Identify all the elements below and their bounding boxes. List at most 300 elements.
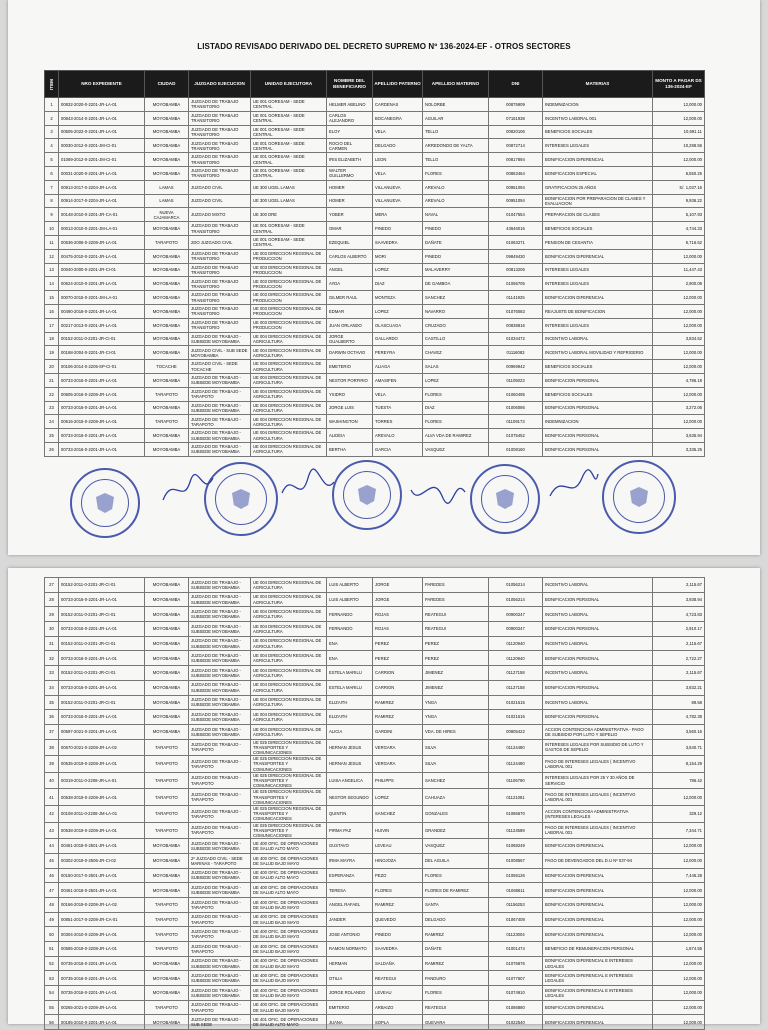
cell-expediente: 00585-2019-0-2208-JR-LA-01	[59, 942, 145, 957]
cell-expediente: 00152-2011-0-2201-JR-CI-01	[59, 666, 145, 681]
table-row	[45, 249, 705, 263]
cell-item: 7	[45, 180, 59, 194]
table-row	[45, 401, 705, 415]
cell-ciudad: MOYOBAMBA	[145, 111, 189, 125]
cell-apellido-paterno: AMASIFEN	[373, 373, 423, 387]
cell-expediente: 00843-2014-0-2201-JR-LA-01	[59, 111, 145, 125]
cell-materias: BONIFICACION ESPECIAL	[543, 166, 653, 180]
cell-expediente: 00851-2017-0-2208-JR-CA-01	[59, 912, 145, 927]
cell-apellido-paterno: OLASCUAGA	[373, 318, 423, 332]
cell-monto: 4,744.33	[653, 222, 705, 236]
cell-expediente: 00185-2010-0-2201-JR-LA-01	[59, 1015, 145, 1030]
cell-materias: BONIFICACION DIFERENCIAL	[543, 249, 653, 263]
cell-expediente: 00475-2010-0-2201-JR-LA-01	[59, 249, 145, 263]
cell-item: 22	[45, 387, 59, 401]
cell-dni: 00900247	[489, 622, 543, 637]
table-row	[45, 986, 705, 1001]
cell-materias: INDEMNIZACION	[543, 415, 653, 429]
cell-expediente: 00040-2000-0-2201-JR-CI-01	[59, 263, 145, 277]
cell-expediente: 00733-2016-0-2201-JR-LA-01	[59, 401, 145, 415]
table-row	[45, 415, 705, 429]
cell-expediente: 00152-2011-0-2201-JR-CI-01	[59, 636, 145, 651]
cell-juzgado: JUZGADO DE TRABAJO - SUBSEDE MOYOBAMBA	[189, 651, 251, 666]
cell-monto: 12,000.00	[653, 360, 705, 374]
cell-expediente: 00597-2021-0-2201-JR-LA-01	[59, 724, 145, 739]
cell-apellido-paterno: SAAVEDRA	[373, 942, 423, 957]
table-row	[45, 839, 705, 854]
cell-monto: 12,000.00	[653, 986, 705, 1001]
cell-apellido-materno: REATEGUI	[423, 1000, 489, 1015]
table-row	[45, 387, 705, 401]
cell-item: 3	[45, 125, 59, 139]
cell-apellido-materno: GRANDEZ	[423, 822, 489, 839]
cell-materias: ACCION CONTENCIOSA ADMINISTRATIVA - PAGO DE SUBSIDIO POR LUTO Y SEPELIO	[543, 724, 653, 739]
cell-expediente: 00735-2016-0-2201-JR-LA-01	[59, 971, 145, 986]
cell-dni: 01123004	[489, 927, 543, 942]
cell-unidad: UE 401 OFIC. DE OPERACIONES DE SALUD ALTO MAYO	[251, 1015, 327, 1030]
cell-nombre: ENA	[327, 651, 373, 666]
cell-juzgado: JUZGADO DE TRABAJO - SUBSEDE MOYOBAMBA	[189, 724, 251, 739]
cell-materias: BONIFICACION DIFERENCIAL E INTERESES LEGALES	[543, 986, 653, 1001]
cell-item: 35	[45, 695, 59, 710]
cell-dni: 01077607	[489, 971, 543, 986]
cell-item: 31	[45, 636, 59, 651]
cell-materias: BONIFICACION DIFERENCIAL	[543, 868, 653, 883]
cell-juzgado: JUZGADO DE TRABAJO - TARAPOTO	[189, 912, 251, 927]
cell-ciudad: TARAPOTO	[145, 235, 189, 249]
cell-nombre: DARWIN OCTAVIO	[327, 346, 373, 360]
cell-monto: 12,000.00	[653, 387, 705, 401]
cell-monto: 786.42	[653, 772, 705, 789]
cell-nombre: ESTELA MARILU	[327, 666, 373, 681]
cell-monto: 3,335.25	[653, 442, 705, 456]
cell-apellido-materno: TELLO	[423, 125, 489, 139]
cell-ciudad: MOYOBAMBA	[145, 695, 189, 710]
cell-juzgado: JUZGADO DE TRABAJO - SUBSEDE MOYOBAMBA	[189, 710, 251, 725]
cell-monto: 12,000.00	[653, 318, 705, 332]
cell-monto: 329.12	[653, 806, 705, 823]
cell-nombre: TERESA	[327, 883, 373, 898]
cell-juzgado: JUZGADO DE TRABAJO - SUBSEDE MOYOBAMBA	[189, 636, 251, 651]
cell-apellido-paterno: SALDAÑA	[373, 956, 423, 971]
cell-monto: 12,000.00	[653, 346, 705, 360]
cell-nombre: IRIS ELIZABETH	[327, 153, 373, 167]
cell-expediente: 00152-2011-0-2201-JR-CI-01	[59, 578, 145, 593]
cell-juzgado: JUZGADO DE TRABAJO - TARAPOTO	[189, 415, 251, 429]
cell-item: 23	[45, 401, 59, 415]
cell-materias: BENEFICIOS SOCIALES	[543, 387, 653, 401]
cell-apellido-materno: CHAVEZ	[423, 346, 489, 360]
cell-expediente: 00070-2015-0-2201-JM-LA-01	[59, 291, 145, 305]
cell-item: 50	[45, 927, 59, 942]
table-row	[45, 868, 705, 883]
cell-dni: 01141925	[489, 291, 543, 305]
cell-unidad: UE 025 DIRECCION REGIONAL DE TRANSPORTES Y COMUNICACIONES	[251, 822, 327, 839]
cell-expediente: 00733-2016-0-2201-JR-LA-01	[59, 680, 145, 695]
cell-unidad: UE 004 DIRECCION REGIONAL DE AGRICULTURA	[251, 360, 327, 374]
cell-monto: 3,640.71	[653, 739, 705, 756]
cell-monto: 12,000.00	[653, 897, 705, 912]
cell-nombre: ROCIO DEL CARMEN	[327, 139, 373, 153]
col-header-monto: MONTO A PAGAR DS 136-2024-EF	[653, 71, 705, 98]
cell-expediente: 00150-2017-0-2501-JR-LA-01	[59, 868, 145, 883]
cell-materias: INCENTIVO LABORAL	[543, 636, 653, 651]
cell-nombre: HELMER ABELINO	[327, 98, 373, 112]
cell-juzgado: JUZGADO DE TRABAJO - SUBSEDE MOYOBAMBA	[189, 971, 251, 986]
cell-apellido-materno: VDA. DE HIRES	[423, 724, 489, 739]
cell-expediente: 00505-2022-0-2201-JR-LA-01	[59, 125, 145, 139]
cell-nombre: ELOY	[327, 125, 373, 139]
cell-dni: 01116083	[489, 346, 543, 360]
table-row	[45, 772, 705, 789]
cell-nombre: EDMAR	[327, 304, 373, 318]
cell-juzgado: JUZGADO DE TRABAJO - TARAPOTO	[189, 1000, 251, 1015]
cell-dni: 01006086	[489, 401, 543, 415]
cell-item: 29	[45, 607, 59, 622]
cell-juzgado: JUZGADO DE TRABAJO - SUBSEDE MOYOBAMBA	[189, 442, 251, 456]
cell-monto: 89.58	[653, 695, 705, 710]
cell-apellido-paterno: CARRION	[373, 680, 423, 695]
cell-apellido-paterno: GARDINI	[373, 724, 423, 739]
cell-monto: 4,723.83	[653, 607, 705, 622]
table-row	[45, 710, 705, 725]
cell-juzgado: JUZGADO DE TRABAJO - SUBSEDE MOYOBAMBA	[189, 868, 251, 883]
cell-apellido-paterno: ROJAS	[373, 622, 423, 637]
cell-item: 48	[45, 897, 59, 912]
cell-unidad: UE 004 DIRECCION REGIONAL DE AGRICULTURA	[251, 442, 327, 456]
cell-materias: PENSION DE CESANTIA	[543, 235, 653, 249]
cell-apellido-paterno: PEREZ	[373, 651, 423, 666]
col-header-expediente: NRO EXPEDIENTE	[59, 71, 145, 98]
cell-item: 26	[45, 442, 59, 456]
cell-item: 19	[45, 346, 59, 360]
cell-materias: BONIFICACION DIFERENCIAL	[543, 1000, 653, 1015]
cell-monto: 12,000.00	[653, 839, 705, 854]
cell-apellido-materno: FLORES	[423, 868, 489, 883]
cell-ciudad: MOYOBAMBA	[145, 986, 189, 1001]
cell-unidad: UE 300 UGEL LAMAS	[251, 194, 327, 208]
cell-item: 36	[45, 710, 59, 725]
cell-materias: INTERESES LEGALES POR SUBSIDIO DE LUTO Y GASTOS DE SEPELIO	[543, 739, 653, 756]
cell-juzgado: JUZGADO DE TRABAJO - TARAPOTO	[189, 927, 251, 942]
cell-nombre: CARLOS ALBERTO	[327, 249, 373, 263]
table-row	[45, 208, 705, 222]
cell-monto: 7,344.71	[653, 822, 705, 839]
cell-expediente: 00735-2016-0-2201-JR-LA-01	[59, 986, 145, 1001]
cell-apellido-materno: SANCHEZ	[423, 291, 489, 305]
cell-apellido-paterno: AREVALO	[373, 429, 423, 443]
cell-item: 14	[45, 277, 59, 291]
cell-unidad: UE 003 DIRECCION REGIONAL DE PRODUCCION	[251, 277, 327, 291]
cell-nombre: HOMER	[327, 194, 373, 208]
table-row	[45, 139, 705, 153]
cell-dni: 01105023	[489, 373, 543, 387]
cell-item: 2	[45, 111, 59, 125]
cell-apellido-paterno: VERGARA	[373, 739, 423, 756]
cell-ciudad: MOYOBAMBA	[145, 622, 189, 637]
cell-apellido-paterno: LEVEAU	[373, 839, 423, 854]
cell-expediente: 00913-2017-0-2204-JR-LA-01	[59, 180, 145, 194]
cell-unidad: UE 004 DIRECCION REGIONAL DE AGRICULTURA	[251, 636, 327, 651]
cell-materias: BONIFICACION PERSONAL	[543, 651, 653, 666]
cell-nombre: JOSE ANTONIO	[327, 927, 373, 942]
beneficiaries-table-page-1	[44, 70, 705, 457]
cell-unidad: UE 400 OFIC. DE OPERACIONES DE SALUD BAJO MAYO	[251, 956, 327, 971]
cell-dni: 01124480	[489, 739, 543, 756]
cell-apellido-materno: SALAS	[423, 360, 489, 374]
cell-item: 45	[45, 853, 59, 868]
cell-monto: 12,000.00	[653, 1015, 705, 1030]
cell-dni: 01034472	[489, 332, 543, 346]
cell-apellido-materno: DAÑATE	[423, 942, 489, 957]
cell-apellido-materno: REATEGUI	[423, 607, 489, 622]
cell-materias: PREPARACION DE CLASES	[543, 208, 653, 222]
cell-nombre: LUISA ANGELICA	[327, 772, 373, 789]
cell-unidad: UE 004 DIRECCION REGIONAL DE AGRICULTURA	[251, 578, 327, 593]
cell-nombre: EMITERIO	[327, 1000, 373, 1015]
cell-ciudad: MOYOBAMBA	[145, 332, 189, 346]
cell-nombre: OTILIA	[327, 971, 373, 986]
cell-apellido-paterno: LOPEZ	[373, 304, 423, 318]
cell-apellido-paterno: PHILIPPS	[373, 772, 423, 789]
cell-unidad: UE 004 DIRECCION REGIONAL DE AGRICULTURA	[251, 695, 327, 710]
cell-materias: INTERESES LEGALES	[543, 139, 653, 153]
cell-apellido-materno: PEREZ	[423, 651, 489, 666]
cell-unidad: UE 004 DIRECCION REGIONAL DE AGRICULTURA	[251, 387, 327, 401]
cell-nombre: JORGE GUALBERTO	[327, 332, 373, 346]
cell-apellido-paterno: HINOJOZA	[373, 853, 423, 868]
cell-unidad: UE 004 DIRECCION REGIONAL DE AGRICULTURA	[251, 666, 327, 681]
cell-nombre: JUANA	[327, 1015, 373, 1030]
cell-ciudad: TARAPOTO	[145, 822, 189, 839]
cell-juzgado: JUZGADO DE TRABAJO - SUBSEDE MOYOBAMBA	[189, 592, 251, 607]
cell-ciudad: TARAPOTO	[145, 387, 189, 401]
cell-apellido-paterno: LEON	[373, 153, 423, 167]
cell-apellido-paterno: SOPLA	[373, 1015, 423, 1030]
cell-juzgado: JUZGADO DE TRABAJO - TARAPOTO	[189, 756, 251, 773]
cell-dni: 01056214	[489, 592, 543, 607]
cell-item: 6	[45, 166, 59, 180]
cell-unidad: UE 025 DIRECCION REGIONAL DE TRANSPORTES Y COMUNICACIONES	[251, 756, 327, 773]
cell-unidad: UE 004 DIRECCION REGIONAL DE AGRICULTURA	[251, 415, 327, 429]
cell-dni: 01156253	[489, 897, 543, 912]
cell-ciudad: MOYOBAMBA	[145, 651, 189, 666]
cell-monto: 6,550.25	[653, 166, 705, 180]
cell-materias: PAGO DE INTERESES LEGALES ( INCENTIVO LABORAL 001	[543, 822, 653, 839]
cell-apellido-paterno: FLORES	[373, 883, 423, 898]
cell-apellido-materno: REATEGUI	[423, 622, 489, 637]
cell-nombre: ESTELA MARILU	[327, 680, 373, 695]
cell-monto: 12,000.00	[653, 111, 705, 125]
cell-apellido-materno: YNGA	[423, 710, 489, 725]
col-header-dni: DNI	[489, 71, 543, 98]
cell-materias: BONIFICACION PERSONAL	[543, 680, 653, 695]
cell-nombre: RAMON NORMATO	[327, 942, 373, 957]
cell-monto: 2,115.67	[653, 636, 705, 651]
cell-ciudad: MOYOBAMBA	[145, 277, 189, 291]
cell-dni: 01121081	[489, 789, 543, 806]
cell-monto: 2,910.17	[653, 622, 705, 637]
table-row	[45, 789, 705, 806]
cell-apellido-paterno: CARDENAS	[373, 98, 423, 112]
cell-apellido-materno: GONZALES	[423, 806, 489, 823]
cell-dni: 01120940	[489, 636, 543, 651]
cell-ciudad: MOYOBAMBA	[145, 710, 189, 725]
cell-nombre: NESTOR SEGUNDO	[327, 789, 373, 806]
cell-apellido-paterno: RAMIREZ	[373, 695, 423, 710]
cell-nombre: WASHINGTON	[327, 415, 373, 429]
cell-apellido-materno: VASQUEZ	[423, 839, 489, 854]
cell-unidad: UE 025 DIRECCION REGIONAL DE TRANSPORTES Y COMUNICACIONES	[251, 806, 327, 823]
cell-expediente: 00733-2016-0-2201-JR-LA-01	[59, 651, 145, 666]
cell-apellido-materno: CRUZADO	[423, 318, 489, 332]
table-row	[45, 166, 705, 180]
cell-monto: 3,832.21	[653, 680, 705, 695]
cell-ciudad: MOYOBAMBA	[145, 166, 189, 180]
cell-apellido-materno: JIMENEZ	[423, 680, 489, 695]
cell-monto: 11,447.43	[653, 263, 705, 277]
cell-materias: BONIFICACION DIFERENCIAL	[543, 883, 653, 898]
cell-ciudad: MOYOBAMBA	[145, 373, 189, 387]
cell-nombre: ANGEL	[327, 263, 373, 277]
cell-apellido-paterno: HUIVIN	[373, 822, 423, 839]
cell-materias: BONIFICACION PERSONAL	[543, 622, 653, 637]
cell-materias: INCENTIVO LABORAL	[543, 607, 653, 622]
cell-juzgado: JUZGADO DE TRABAJO TRANSITORIO	[189, 291, 251, 305]
cell-juzgado: JUZGADO DE TRABAJO TRANSITORIO	[189, 166, 251, 180]
cell-apellido-materno: AREVALO	[423, 194, 489, 208]
cell-monto: 3,938.94	[653, 592, 705, 607]
cell-monto: 12,000.00	[653, 912, 705, 927]
table-row	[45, 592, 705, 607]
cell-juzgado: JUZGADO DE TRABAJO - SUBSEDE MOYOBAMBA	[189, 578, 251, 593]
cell-ciudad: TARAPOTO	[145, 739, 189, 756]
cell-dni: 01076876	[489, 956, 543, 971]
cell-apellido-materno: MALAVERRY	[423, 263, 489, 277]
table-header-row	[45, 71, 705, 98]
cell-apellido-materno: FLORES	[423, 166, 489, 180]
cell-dni: 01008160	[489, 442, 543, 456]
cell-apellido-paterno: SAAVEDRA	[373, 235, 423, 249]
cell-ciudad: TARAPOTO	[145, 897, 189, 912]
cell-materias: BONIFICACION PERSONAL	[543, 401, 653, 415]
cell-item: 20	[45, 360, 59, 374]
cell-monto: 12,000.00	[653, 853, 705, 868]
cell-item: 44	[45, 839, 59, 854]
table-row	[45, 578, 705, 593]
cell-monto: 12,000.00	[653, 291, 705, 305]
cell-unidad: UE 001 GORESAM - SEDE CENTRAL	[251, 166, 327, 180]
cell-ciudad: MOYOBAMBA	[145, 291, 189, 305]
cell-apellido-paterno: ARBAIZO	[373, 1000, 423, 1015]
cell-ciudad: MOYOBAMBA	[145, 318, 189, 332]
cell-dni: 01060495	[489, 387, 543, 401]
cell-apellido-paterno: PEZO	[373, 868, 423, 883]
cell-apellido-paterno: JORGE	[373, 592, 423, 607]
cell-nombre: IRMA MAYRA	[327, 853, 373, 868]
cell-juzgado: JUZGADO DE TRABAJO - SUBSEDE MOYOBAMBA	[189, 607, 251, 622]
table-row	[45, 360, 705, 374]
cell-monto: 12,000.00	[653, 883, 705, 898]
cell-juzgado: JUZGADO DE TRABAJO TRANSITORIO	[189, 263, 251, 277]
table-row	[45, 1015, 705, 1030]
cell-nombre: WALTER GUILLERMO	[327, 166, 373, 180]
cell-apellido-paterno: GARCIA	[373, 442, 423, 456]
cell-materias: GRATIFICACION 25 AÑOS	[543, 180, 653, 194]
table-row	[45, 235, 705, 249]
cell-juzgado: JUZGADO DE TRABAJO TRANSITORIO	[189, 249, 251, 263]
cell-unidad: UE 004 DIRECCION REGIONAL DE AGRICULTURA	[251, 373, 327, 387]
cell-apellido-materno: PINEDO	[423, 249, 489, 263]
cell-juzgado: JUZGADO DE TRABAJO - TARAPOTO	[189, 897, 251, 912]
cell-unidad: UE 400 OFIC. DE OPERACIONES DE SALUD BAJO MAYO	[251, 971, 327, 986]
cell-item: 55	[45, 1000, 59, 1015]
cell-apellido-materno: FLORES	[423, 387, 489, 401]
table-row	[45, 346, 705, 360]
cell-nombre: ENA	[327, 636, 373, 651]
cell-unidad: UE 400 OFIC. DE OPERACIONES DE SALUD BAJO MAYO	[251, 853, 327, 868]
cell-expediente: 00148-2010-0-2201-JR-CA-01	[59, 208, 145, 222]
cell-expediente: 00538-2019-0-2208-JR-LA-01	[59, 789, 145, 806]
cell-ciudad: MOYOBAMBA	[145, 971, 189, 986]
cell-apellido-materno: DE GAMBOA	[423, 277, 489, 291]
cell-monto: 12,000.00	[653, 304, 705, 318]
cell-apellido-materno: TELLO	[423, 153, 489, 167]
cell-juzgado: JUZGADO DE TRABAJO - SUBSEDE MOYOBAMBA	[189, 883, 251, 898]
cell-item: 12	[45, 249, 59, 263]
cell-unidad: UE 400 OFIC. DE OPERACIONES DE SALUD ALTO MAYO	[251, 839, 327, 854]
cell-unidad: UE 001 GORESAM - SEDE CENTRAL	[251, 235, 327, 249]
cell-nombre: NESTOR PORFIRIO	[327, 373, 373, 387]
table-row	[45, 927, 705, 942]
signature-3	[408, 470, 468, 510]
cell-item: 30	[45, 622, 59, 637]
cell-expediente: 00013-2010-0-2201-JM-LA-01	[59, 222, 145, 236]
cell-apellido-materno: DAÑATE	[423, 235, 489, 249]
cell-monto: 7,446.28	[653, 868, 705, 883]
table-row	[45, 806, 705, 823]
cell-ciudad: MOYOBAMBA	[145, 249, 189, 263]
cell-unidad: UE 400 OFIC. DE OPERACIONES DE SALUD BAJO MAYO	[251, 927, 327, 942]
table-row	[45, 277, 705, 291]
cell-monto: 12,000.00	[653, 927, 705, 942]
cell-unidad: UE 003 DIRECCION REGIONAL DE PRODUCCION	[251, 304, 327, 318]
cell-expediente: 00302-2019-0-2506-JR-CI-02	[59, 853, 145, 868]
cell-monto: 10,288.56	[653, 139, 705, 153]
cell-nombre: ANGEL RAFAEL	[327, 897, 373, 912]
cell-juzgado: JUZGADO DE TRABAJO - TARAPOTO	[189, 806, 251, 823]
cell-nombre: LUIS ALBERTO	[327, 592, 373, 607]
cell-materias: BONIFICACION DIFERENCIAL	[543, 897, 653, 912]
cell-item: 56	[45, 1015, 59, 1030]
cell-apellido-paterno: PINEDO	[373, 927, 423, 942]
col-header-juzgado: JUZGADO EJECUCION	[189, 71, 251, 98]
cell-monto: 12,000.00	[653, 971, 705, 986]
cell-juzgado: JUZGADO DE TRABAJO - SUBSEDE MOYOBAMBA	[189, 429, 251, 443]
cell-juzgado: JUZGADO DE TRABAJO - SUB SEDE	[189, 1015, 251, 1030]
cell-unidad: UE 003 DIRECCION REGIONAL DE PRODUCCION	[251, 291, 327, 305]
cell-item: 54	[45, 986, 59, 1001]
cell-expediente: 00615-2015-0-2208-JR-LA-01	[59, 415, 145, 429]
cell-item: 10	[45, 222, 59, 236]
cell-expediente: 00733-2016-0-2201-JR-LA-01	[59, 429, 145, 443]
cell-monto: 12,000.00	[653, 956, 705, 971]
cell-monto: 2,115.67	[653, 666, 705, 681]
cell-nombre: ESPERANZA	[327, 868, 373, 883]
cell-apellido-paterno: VELA	[373, 125, 423, 139]
cell-monto: 12,000.00	[653, 789, 705, 806]
table-row	[45, 153, 705, 167]
